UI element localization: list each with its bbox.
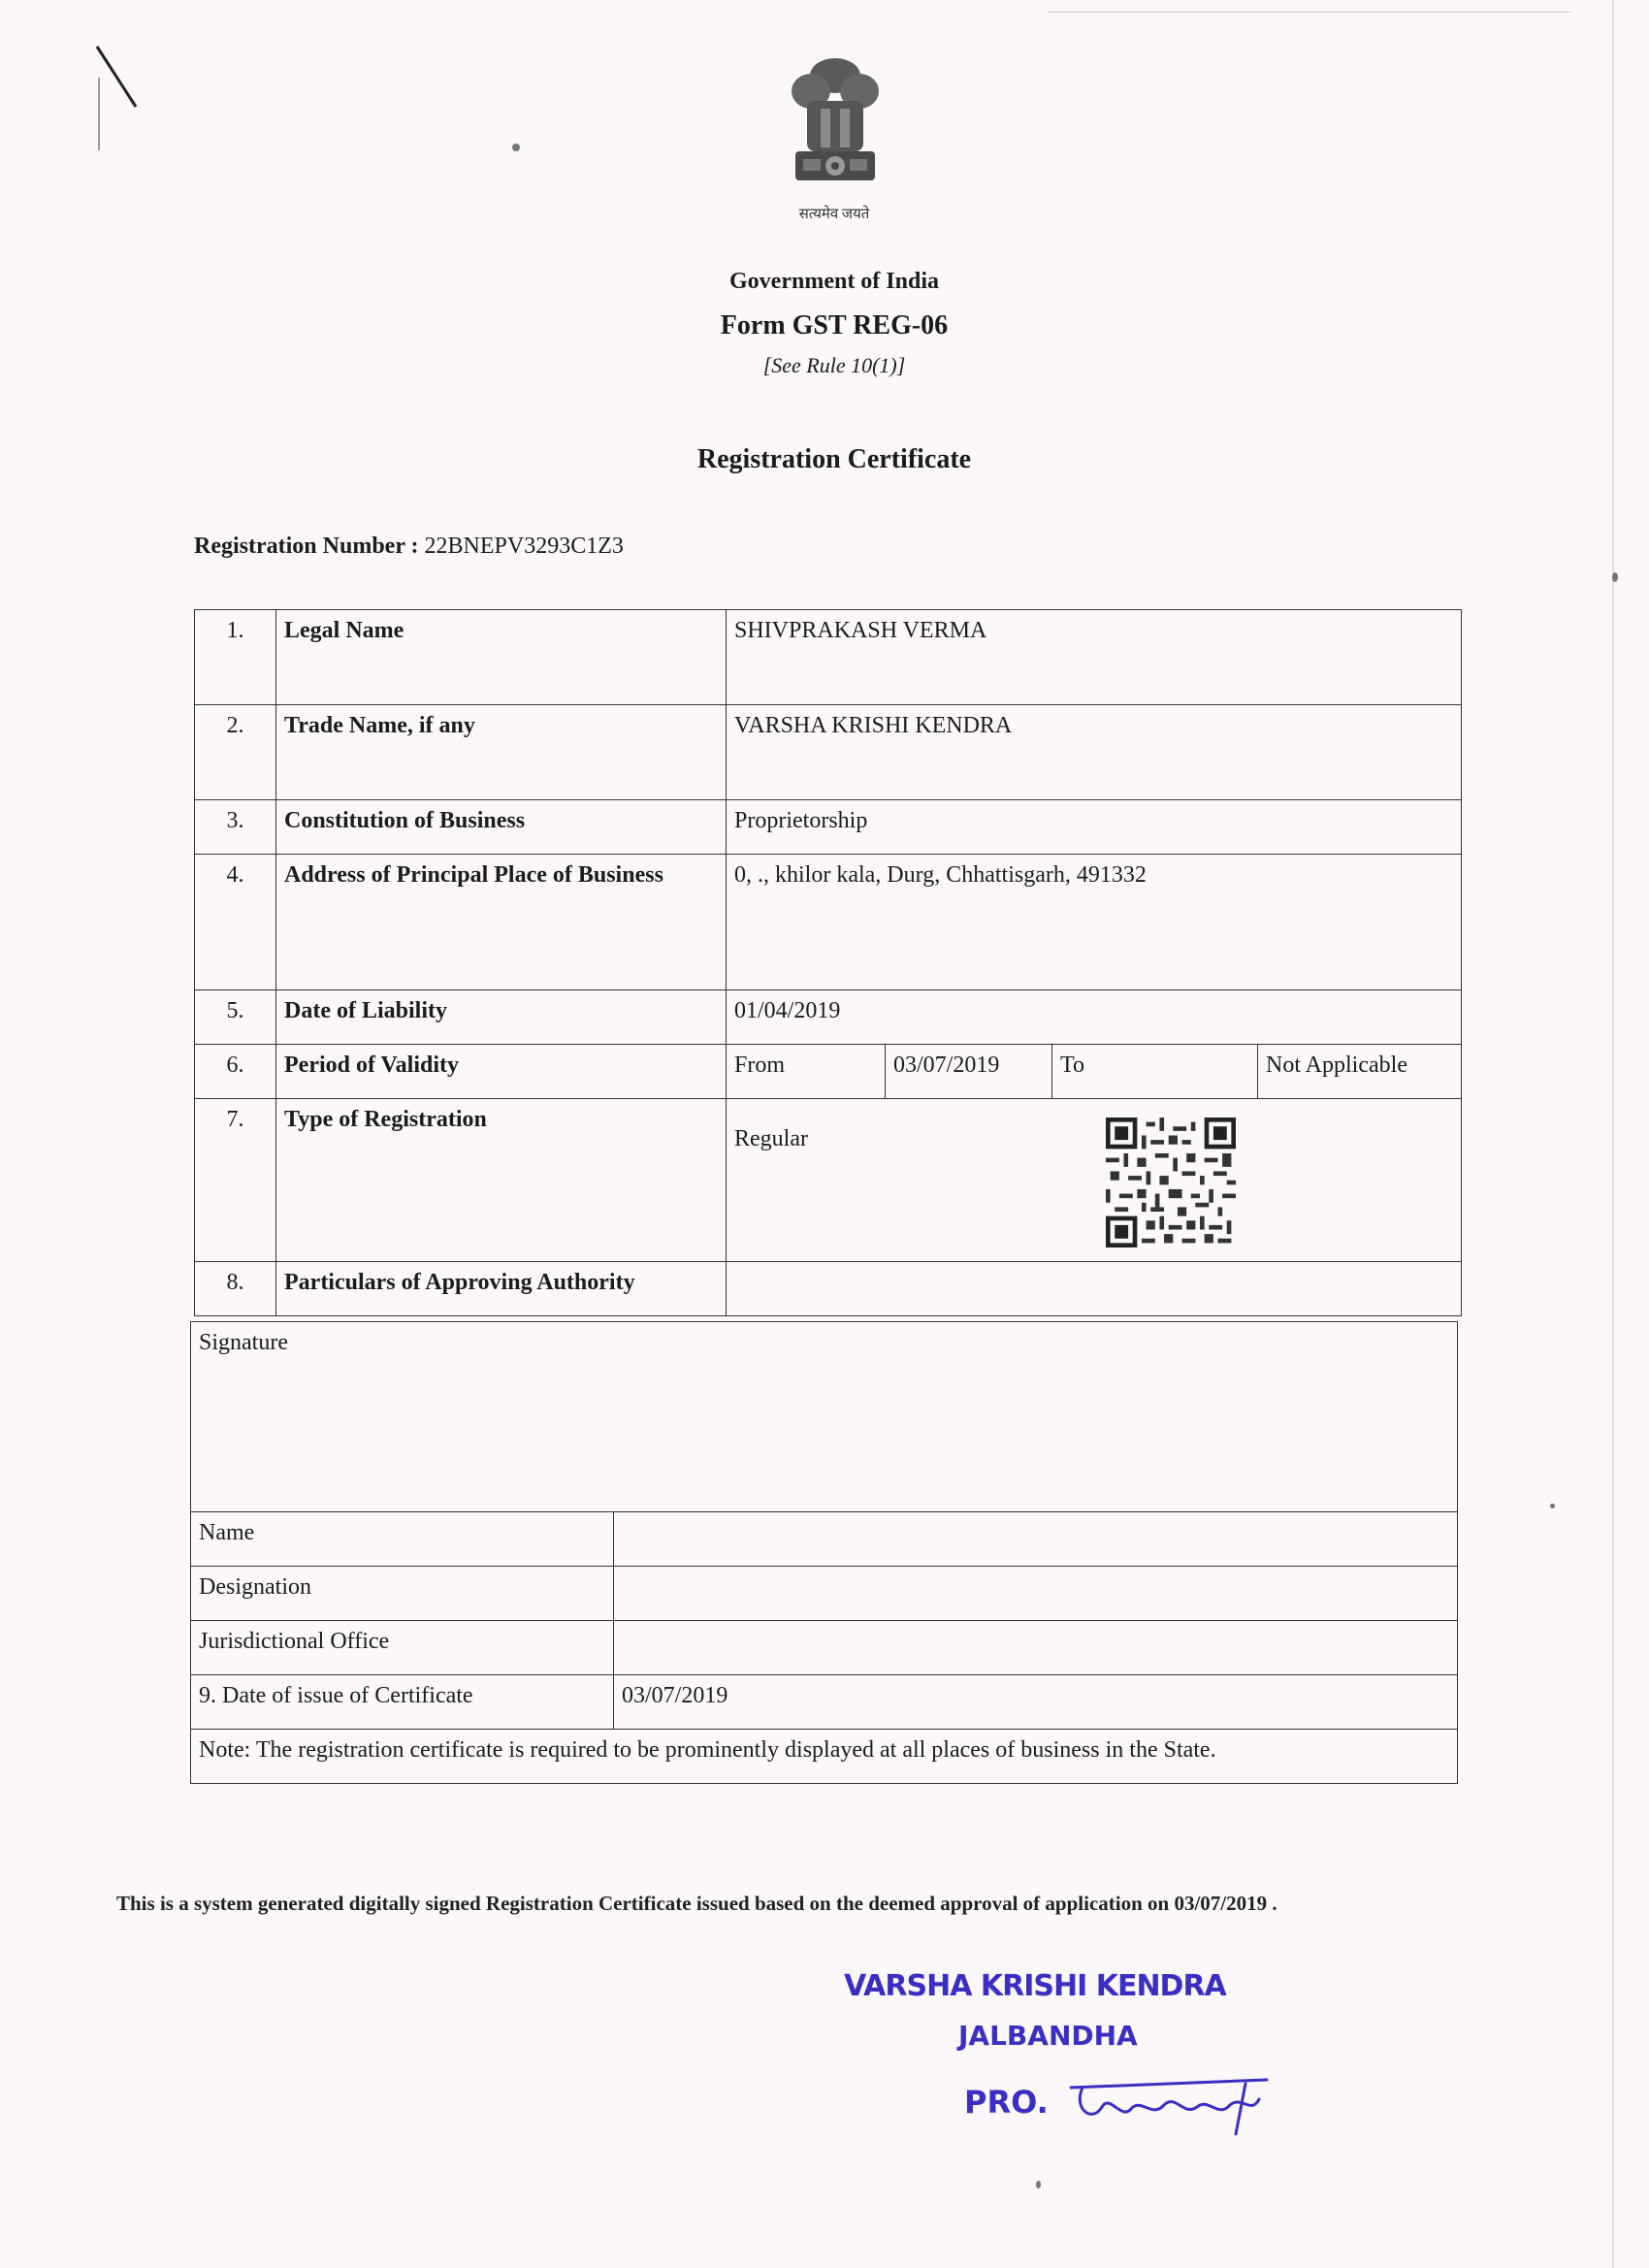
qr-code-icon [1106,1118,1236,1247]
row-number: 6. [195,1045,276,1099]
table-row [195,990,1462,1045]
name-value [614,1512,1458,1567]
table-row [195,1099,1462,1262]
registration-type-label: Type of Registration [276,1099,727,1262]
liability-date-value: 01/04/2019 [727,990,1462,1045]
row-number: 2. [195,705,276,800]
scan-speck [1036,2181,1041,2188]
stamp-place: JALBANDHA [958,2020,1138,2052]
table-row [195,800,1462,855]
table-row [195,1045,1462,1099]
table-row [195,855,1462,990]
legal-name-value: SHIVPRAKASH VERMA [727,610,1462,705]
registration-number-line [194,534,624,560]
table-row [191,1512,1458,1567]
scan-speck [1612,572,1618,582]
registration-number-value: 22BNEPV3293C1Z3 [424,534,624,559]
validity-label: Period of Validity [276,1045,727,1099]
validity-to-value: Not Applicable [1258,1045,1462,1099]
registration-details-table [194,609,1462,1316]
handwritten-signature [1063,2070,1277,2138]
row-number: 1. [195,610,276,705]
table-row [195,1262,1462,1316]
constitution-label: Constitution of Business [276,800,727,855]
address-label: Address of Principal Place of Business [276,855,727,990]
row-number: 8. [195,1262,276,1316]
rule-reference: [See Rule 10(1)] [762,353,906,377]
legal-name-label: Legal Name [276,610,727,705]
table-row [191,1730,1458,1784]
jurisdictional-office-value [614,1621,1458,1675]
validity-to-label: To [1052,1045,1258,1099]
table-row [191,1621,1458,1675]
scan-speck [512,144,520,151]
issue-date-value: 03/07/2019 [614,1675,1458,1730]
authority-table [190,1321,1458,1784]
constitution-value: Proprietorship [727,800,1462,855]
form-heading: Form GST REG-06 [720,310,949,340]
trade-name-value: VARSHA KRISHI KENDRA [727,705,1462,800]
table-row [195,610,1462,705]
address-value: 0, ., khilor kala, Durg, Chhattisgarh, 491332 [727,855,1462,990]
government-heading: Government of India [729,269,939,294]
table-row [191,1567,1458,1621]
signature-row [191,1322,1458,1512]
name-label: Name [191,1512,614,1567]
trade-name-label: Trade Name, if any [276,705,727,800]
certificate-title: Registration Certificate [696,444,972,474]
designation-label: Designation [191,1567,614,1621]
stamp-designation: PRO. [964,2084,1049,2121]
validity-from-label: From [727,1045,886,1099]
registration-number-label: Registration Number : [194,534,419,559]
row-number: 7. [195,1099,276,1262]
system-generated-note: This is a system generated digitally signed Registration Certificate issued based on the deemed approval of application on 03/07/2019 . [116,1892,1277,1915]
liability-date-label: Date of Liability [276,990,727,1045]
row-number: 4. [195,855,276,990]
row-number: 3. [195,800,276,855]
scan-mark-icon [87,39,146,155]
national-emblem [772,54,898,219]
table-row [195,705,1462,800]
emblem-motto: सत्यमेव जयते [798,207,870,222]
designation-value [614,1567,1458,1621]
ashoka-emblem-icon [772,54,898,200]
display-note: Note: The registration certificate is required to be prominently displayed at all places of business in the State. [191,1730,1458,1784]
stamp-business-name: VARSHA KRISHI KENDRA [844,1969,1226,2003]
approving-authority-value [727,1262,1462,1316]
approving-authority-label: Particulars of Approving Authority [276,1262,727,1316]
registration-type-value: Regular [727,1099,1462,1262]
table-row [191,1675,1458,1730]
scan-speck [1550,1504,1555,1508]
business-stamp [834,1969,1261,2163]
row-number: 5. [195,990,276,1045]
validity-from-value: 03/07/2019 [886,1045,1052,1099]
issue-date-label: 9. Date of issue of Certificate [191,1675,614,1730]
page-edge [1612,0,1614,2268]
signature-label: Signature [191,1322,1458,1512]
jurisdictional-office-label: Jurisdictional Office [191,1621,614,1675]
top-rule-line [1048,12,1571,13]
